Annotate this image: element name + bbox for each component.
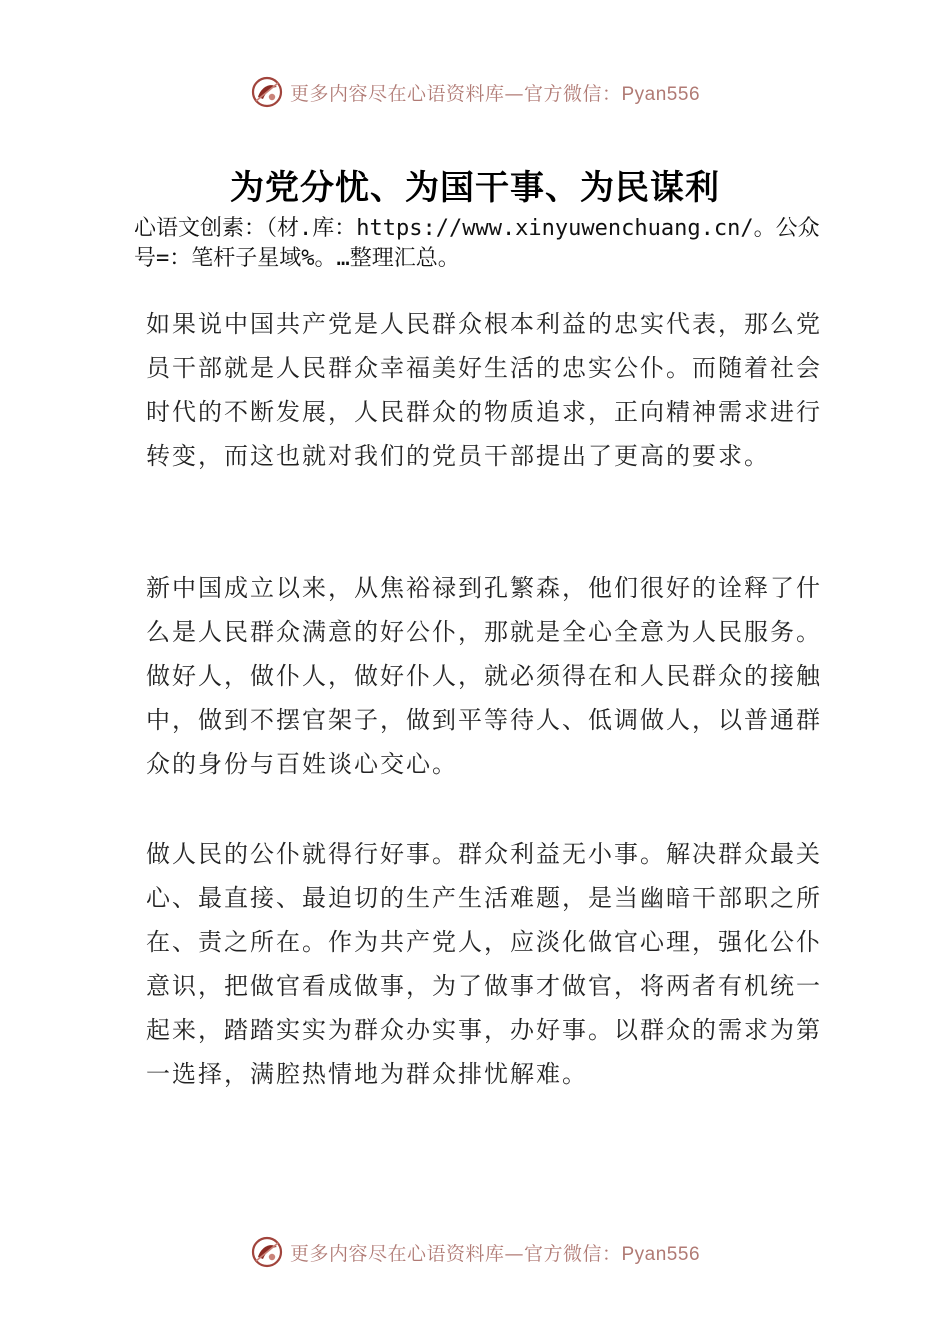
paragraph: 新中国成立以来，从焦裕禄到孔繁森，他们很好的诠释了什么是人民群众满意的好公仆，那就是全心全意为人民服务。做好人，做仆人，做好仆人，就必须得在和人民群众的接触中，做到不摆官架子，做到平等待人、低调做人，以普通群众的身份与百姓谈心交心。 xyxy=(146,574,822,778)
footer-wechat-id: Pyan556 xyxy=(621,1243,701,1265)
brand-logo-icon xyxy=(250,75,284,109)
header-banner xyxy=(0,72,950,112)
document-title: 为党分忧、为国干事、为民谋利 xyxy=(230,168,720,208)
paragraph: 做人民的公仆就得行好事。群众利益无小事。解决群众最关心、最直接、最迫切的生产生活难题，是当幽暗干部职之所在、责之所在。作为共产党人，应淡化做官心理，强化公仆意识，把做官看成做事，为了做事才做官，将两者有机统一起来，踏踏实实为群众办实事，办好事。以群众的需求为第一选择，满腔热情地为群众排忧解难。 xyxy=(146,840,822,1088)
footer-banner-text: 更多内容尽在心语资料库—官方微信：Pyan556 xyxy=(289,1242,701,1265)
footer-banner xyxy=(0,1232,950,1272)
source-note: 心语文创素：（材.库：https://www.xinyuwenchuang.cn/。公众号=：笔杆子星域%。…整理汇总。 xyxy=(134,216,820,271)
brand-logo-icon xyxy=(250,1235,284,1269)
paragraph: 如果说中国共产党是人民群众根本利益的忠实代表，那么党员干部就是人民群众幸福美好生活的忠实公仆。而随着社会时代的不断发展，人民群众的物质追求，正向精神需求进行转变，而这也就对我们的党员干部提出了更高的要求。 xyxy=(146,310,822,470)
header-banner-text: 更多内容尽在心语资料库—官方微信：Pyan556 xyxy=(289,82,701,105)
header-wechat-id: Pyan556 xyxy=(621,83,701,105)
